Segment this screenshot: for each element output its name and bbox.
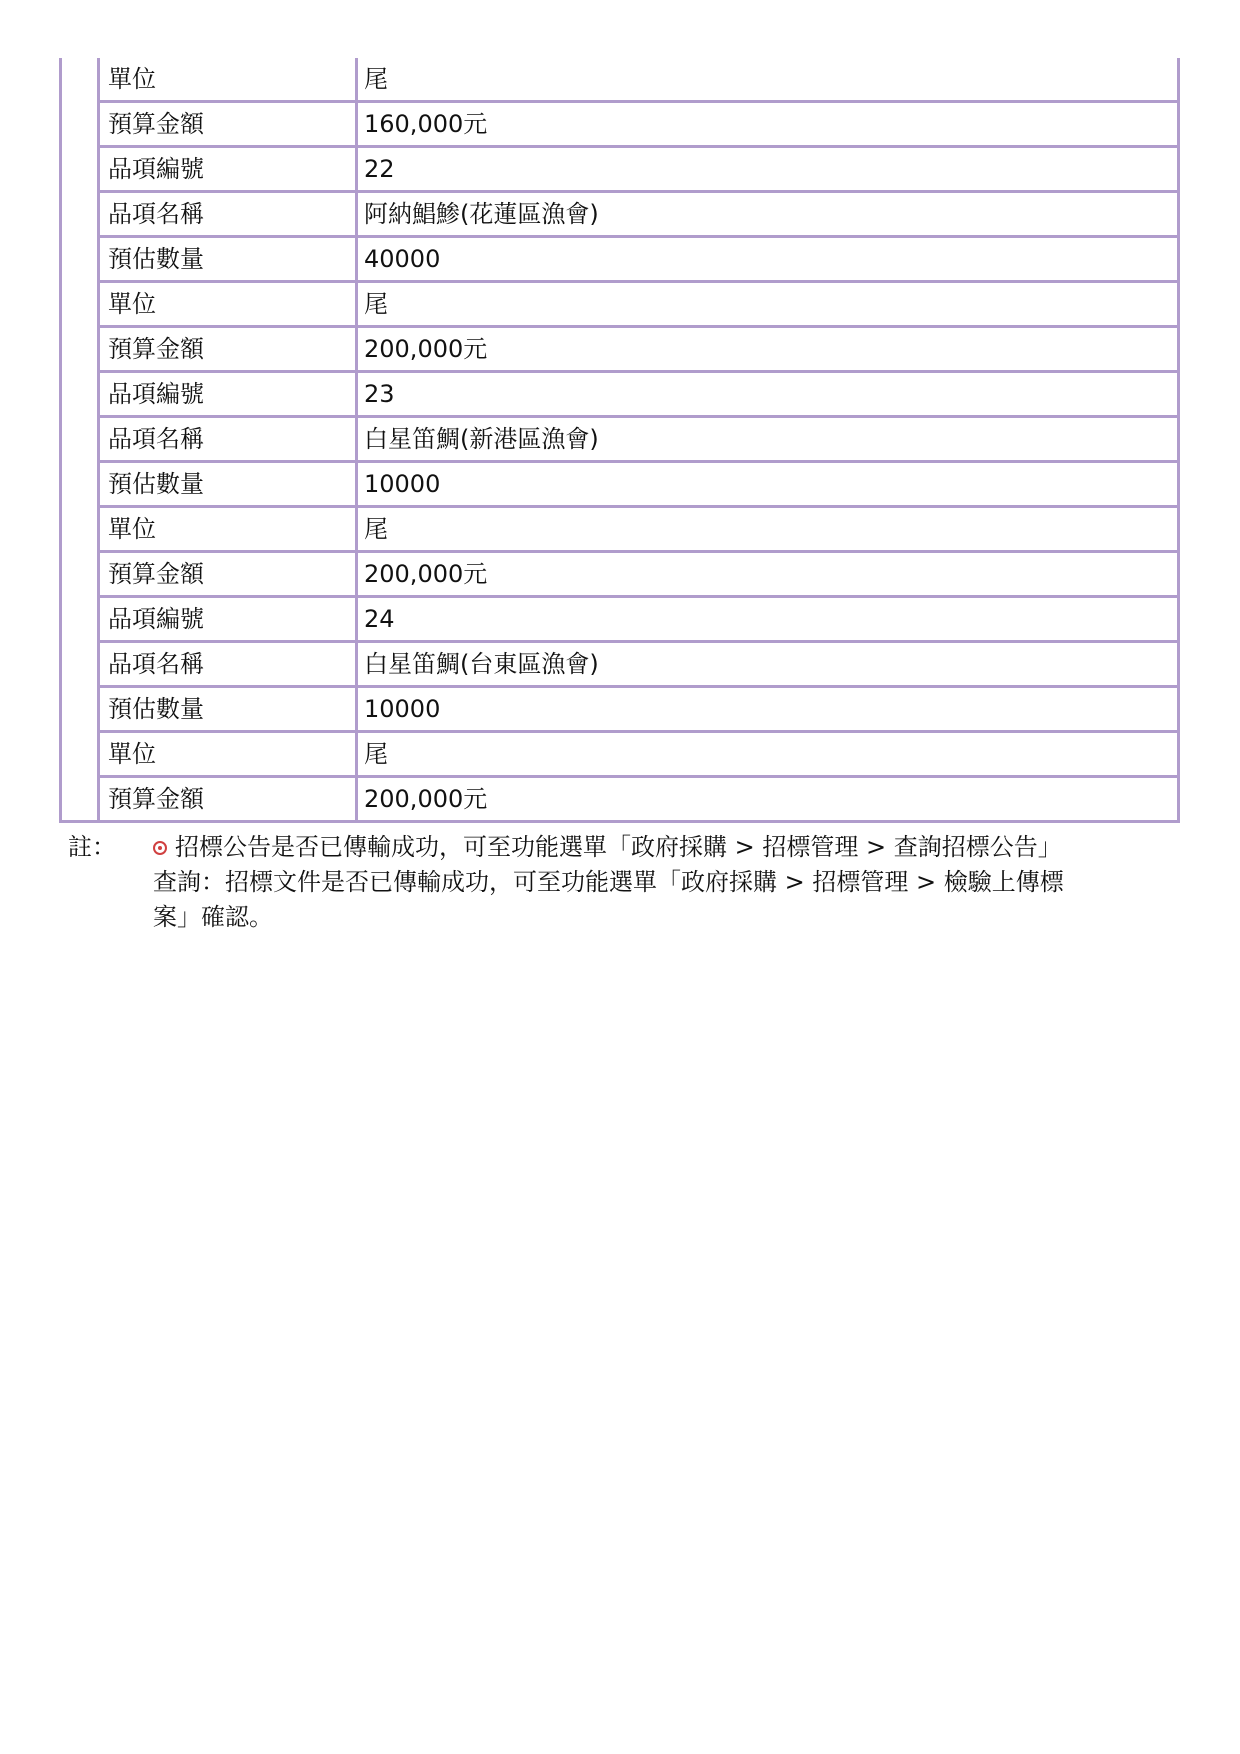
row-value: 尾 [357,732,1179,777]
row-value: 阿納鯧鯵(花蓮區漁會) [357,192,1179,237]
table-row [99,327,1179,372]
table-frame-bottom-rule [59,820,1174,823]
red-circle-bullet-icon [153,841,167,855]
row-value: 23 [357,372,1179,417]
table-row [99,507,1179,552]
table-row [99,732,1179,777]
row-label: 預算金額 [99,102,357,147]
row-value: 白星笛鯛(新港區漁會) [357,417,1179,462]
row-label: 單位 [99,282,357,327]
table-row [99,687,1179,732]
row-value: 尾 [357,507,1179,552]
table-row [99,147,1179,192]
table-row [99,102,1179,147]
table-row [99,552,1179,597]
note-line-1-text: 招標公告是否已傳輸成功，可至功能選單「政府採購 > 招標管理 > 查詢招標公告」 [175,833,1062,861]
row-label: 預估數量 [99,687,357,732]
table-row [99,282,1179,327]
table-row [99,237,1179,282]
table-row [99,462,1179,507]
note-line-3: 案」確認。 [153,903,273,931]
note-line-2: 查詢：招標文件是否已傳輸成功，可至功能選單「政府採購 > 招標管理 > 檢驗上傳標 [153,868,1064,896]
row-value: 尾 [357,58,1179,102]
row-label: 單位 [99,507,357,552]
row-value: 40000 [357,237,1179,282]
item-table-frame [59,58,1177,823]
row-value: 200,000元 [357,777,1179,822]
row-value: 10000 [357,462,1179,507]
note-body [153,830,1153,935]
row-label: 預算金額 [99,327,357,372]
table-row [99,372,1179,417]
table-row [99,777,1179,822]
row-label: 預算金額 [99,552,357,597]
table-row [99,417,1179,462]
row-value: 24 [357,597,1179,642]
item-detail-table-body [99,58,1179,822]
note-line-1 [153,830,1153,865]
row-label: 品項編號 [99,372,357,417]
table-row [99,58,1179,102]
note-label: 註： [68,833,116,861]
row-label: 品項名稱 [99,417,357,462]
item-detail-table [97,58,1180,823]
row-label: 預估數量 [99,462,357,507]
row-label: 預估數量 [99,237,357,282]
row-label: 預算金額 [99,777,357,822]
row-label: 品項編號 [99,147,357,192]
row-value: 10000 [357,687,1179,732]
table-row [99,192,1179,237]
row-value: 白星笛鯛(台東區漁會) [357,642,1179,687]
row-label: 單位 [99,732,357,777]
row-label: 品項名稱 [99,642,357,687]
row-value: 200,000元 [357,327,1179,372]
row-value: 尾 [357,282,1179,327]
row-label: 品項名稱 [99,192,357,237]
table-row [99,642,1179,687]
row-value: 160,000元 [357,102,1179,147]
table-row [99,597,1179,642]
row-label: 單位 [99,58,357,102]
row-value: 200,000元 [357,552,1179,597]
row-value: 22 [357,147,1179,192]
row-label: 品項編號 [99,597,357,642]
